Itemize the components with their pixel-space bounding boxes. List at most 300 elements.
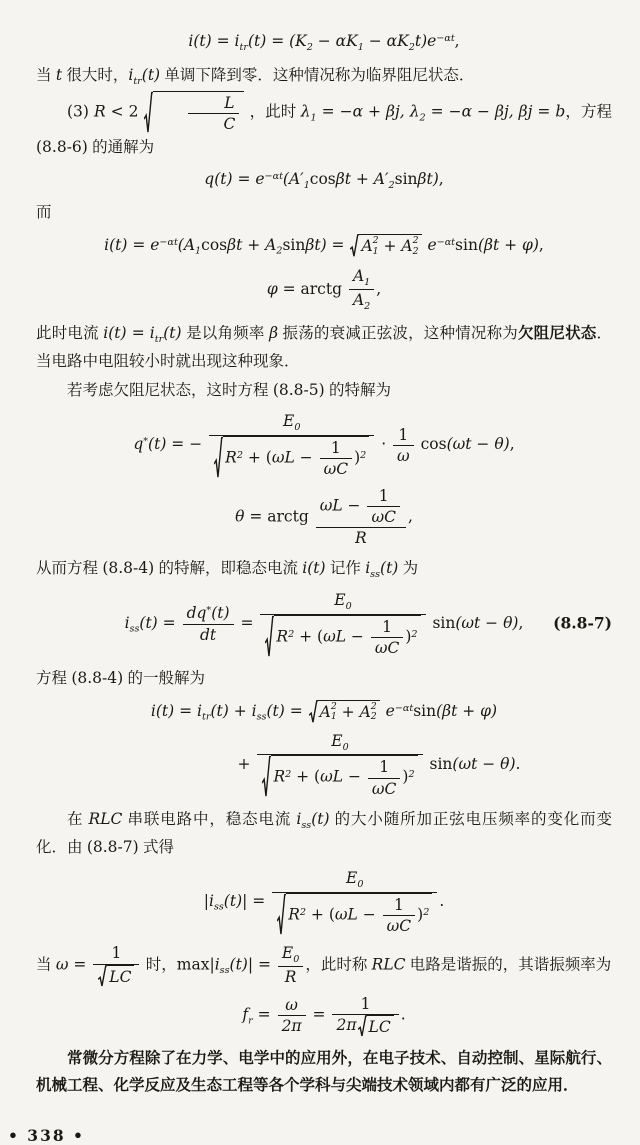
text-run: 很大时，: [62, 66, 129, 84]
subscript: 1: [310, 112, 317, 124]
text-run: =: [252, 1006, 276, 1025]
text-run: (t): [163, 324, 182, 343]
text-run: 的特解，即稳态电流: [154, 560, 303, 578]
stack-superscript: 2: [330, 700, 337, 712]
equation-transient-current-critical: [36, 31, 612, 55]
square-root: [144, 91, 244, 134]
subscript: ss: [370, 569, 381, 581]
text-run: E: [281, 943, 294, 962]
fraction-denominator: [209, 435, 374, 479]
equation-general-solution-q: [36, 169, 612, 193]
text-run: βt + A′: [335, 169, 389, 188]
text-run: (t): [311, 809, 330, 828]
text-run: i: [124, 614, 130, 633]
sub-sup-stack: [371, 702, 377, 723]
text-run: − αK: [312, 32, 358, 50]
text-run: ωL −: [334, 905, 381, 924]
text-run: 当: [36, 66, 56, 84]
fraction: [368, 757, 401, 798]
superscript: 2: [423, 906, 430, 918]
text-run: .: [439, 892, 445, 911]
text-run: 串联电路中，稳态电流: [122, 810, 297, 828]
text-run: i(t): [302, 559, 326, 578]
fraction-numerator: [371, 617, 404, 637]
text-run: 1: [393, 895, 404, 914]
text-run: = −α + βj, λ: [316, 102, 420, 121]
subscript: tr: [154, 334, 164, 346]
text-run: ωL −: [323, 627, 369, 646]
text-run: (t): [223, 892, 243, 911]
superscript: −αt: [159, 236, 178, 248]
text-run: R: [284, 968, 297, 987]
fraction-denominator: [349, 289, 374, 313]
text-run: R: [93, 102, 106, 121]
text-run: C: [223, 114, 236, 133]
radicand: [271, 755, 417, 798]
paragraph-particular-solution-intro: [36, 377, 612, 405]
text-run: (t): [380, 559, 399, 578]
superscript: 2: [299, 906, 306, 918]
text-run: ωC: [374, 638, 400, 657]
fraction-numerator: [316, 486, 406, 527]
text-run: ωL −: [271, 448, 318, 467]
text-run: ，方程: [565, 103, 612, 121]
text-run: (t): [141, 65, 161, 84]
superscript: 2: [285, 769, 292, 781]
stack-subscript: 2: [412, 245, 419, 257]
text-run: ，此时称: [305, 956, 372, 974]
subscript: 1: [195, 245, 202, 257]
text-run: cos: [309, 169, 336, 188]
square-root: [214, 436, 369, 479]
text-run: 欠阻尼: [517, 325, 566, 343]
fraction-denominator: [93, 964, 139, 987]
paragraph-resonance: [36, 943, 612, 987]
equation-phase-phi: [36, 266, 612, 314]
text-run: t: [55, 65, 63, 84]
fraction: [278, 995, 306, 1036]
subscript: ss: [213, 901, 224, 913]
sub-sup-base: [320, 702, 337, 723]
radicand: [153, 91, 244, 134]
text-run: i: [296, 809, 302, 828]
text-run: LC: [109, 967, 132, 986]
subscript: 0: [357, 879, 364, 891]
text-run: dt: [199, 625, 217, 644]
text-run: βt): [417, 169, 439, 188]
equation-resonant-frequency: [36, 994, 612, 1037]
text-run: t)e: [414, 32, 437, 50]
text-run: i(t) = i: [103, 324, 155, 343]
text-run: sin: [394, 169, 418, 188]
text-run: ,: [538, 235, 544, 254]
text-run: q: [133, 435, 144, 454]
text-run: (t) =: [266, 701, 308, 720]
text-run: + (: [291, 768, 321, 787]
square-root: [265, 615, 420, 658]
radical-sign-icon: [350, 234, 359, 257]
paragraph-steady-state-intro: [36, 555, 612, 583]
fraction-denominator: [272, 892, 437, 936]
subscript: 0: [293, 953, 300, 965]
text-run: |: [203, 892, 209, 911]
text-run: 在: [67, 810, 89, 828]
text-run: ): [405, 627, 412, 646]
text-run: +: [336, 702, 360, 721]
text-run: 1: [398, 425, 409, 444]
text-run: E: [346, 869, 358, 888]
text-run: 常微分方程除了在力学、电学中的应用外，在电子技术、自动控制、星际航行、机械工程、化学反应及生态工程等各个学科与尖端技术领域内都有广泛的应用．: [36, 1049, 612, 1095]
text-run: (t): [229, 955, 248, 974]
text-run: .: [400, 1006, 406, 1025]
text-run: < 2: [105, 102, 144, 121]
fraction-numerator: [260, 590, 425, 613]
text-run: 振荡的衰减正弦波，这种情况称为: [278, 325, 518, 343]
subscript: tr: [239, 41, 248, 53]
fraction: [188, 93, 239, 134]
equation-steady-state-current: [36, 590, 612, 658]
text-run: 从而方程: [36, 560, 103, 578]
text-run: 式得: [138, 838, 174, 856]
text-run: | =: [247, 955, 276, 974]
text-run: 当: [36, 956, 56, 974]
text-run: ω: [397, 446, 410, 465]
text-run: e: [380, 701, 395, 720]
text-run: (ωt − θ): [455, 614, 519, 633]
stack-superscript: 2: [370, 700, 377, 712]
radical-sign-icon: [265, 615, 274, 658]
fraction: [383, 895, 416, 936]
superscript: 2: [236, 449, 243, 461]
fraction-numerator: [93, 943, 139, 963]
base-symbol: A: [401, 237, 413, 256]
text-run: ωL −: [319, 496, 366, 515]
fraction-denominator: [367, 506, 400, 527]
fraction-denominator: [278, 1015, 306, 1036]
text-run: RLC: [88, 809, 123, 828]
fraction-numerator: [367, 486, 400, 506]
radicand: [274, 615, 420, 658]
equation-general-current-line1: [36, 700, 612, 725]
text-run: 的特解为: [324, 381, 391, 399]
stack-superscript: 2: [412, 235, 419, 246]
equation-q-star: [36, 411, 612, 479]
text-run: dq: [186, 604, 207, 623]
subscript: 0: [342, 741, 349, 753]
text-run: LC: [368, 1018, 391, 1037]
radicand: [107, 965, 134, 987]
text-run: φ =: [266, 279, 301, 298]
subscript: 2: [388, 179, 395, 191]
text-run: ω =: [55, 955, 92, 974]
stack-superscript: 2: [372, 235, 379, 246]
text-run: (t): [211, 604, 230, 623]
text-run: sin: [413, 701, 437, 720]
square-root: [277, 893, 432, 936]
text-run: 若考虑欠阻尼状态，这时方程: [67, 381, 273, 399]
text-run: 2π: [281, 1017, 302, 1036]
text-run: (A: [177, 235, 196, 254]
text-run: A: [352, 290, 365, 309]
text-run: (βt + φ): [436, 701, 498, 720]
superscript: −αt: [394, 702, 414, 714]
superscript: −αt: [436, 236, 456, 248]
text-run: 此时电流: [36, 325, 104, 343]
text-run: ω: [285, 996, 298, 1015]
text-run: ，此时: [245, 103, 301, 121]
text-run: sin: [282, 235, 306, 254]
text-run: 1: [382, 617, 393, 636]
subscript: ss: [301, 819, 312, 831]
fraction: [367, 486, 400, 527]
text-run: E: [331, 732, 343, 751]
subscript: 2: [419, 112, 426, 124]
radical-sign-icon: [214, 436, 223, 479]
subscript: ss: [256, 711, 267, 723]
fraction: [183, 603, 234, 644]
text-run: i: [208, 892, 214, 911]
radicand: [367, 1015, 394, 1037]
text-run: 1: [111, 944, 122, 963]
equation-current-underdamped: [36, 234, 612, 259]
text-run: | =: [242, 892, 271, 911]
fraction: [209, 411, 374, 479]
fraction: [371, 617, 404, 658]
fraction: [93, 943, 139, 986]
subscript: tr: [133, 75, 142, 87]
fraction-denominator: [332, 1014, 398, 1037]
text-run: i(t) = i: [150, 701, 202, 720]
fraction-denominator: [278, 966, 303, 987]
text-run: 1: [378, 486, 389, 505]
text-run: =: [235, 614, 259, 633]
text-run: RLC: [371, 955, 406, 974]
fraction-numerator: [278, 995, 306, 1015]
subscript: 2: [276, 245, 283, 257]
superscript: −αt: [436, 33, 455, 45]
text-run: E: [334, 591, 346, 610]
text-run: 2π: [336, 1016, 357, 1035]
fraction: [332, 994, 398, 1037]
equation-amplitude: [36, 868, 612, 936]
subscript: ss: [129, 624, 140, 636]
text-run: (t) =: [139, 614, 181, 633]
text-run: arctg: [267, 507, 314, 526]
paragraph-applications: [36, 1045, 612, 1100]
text-run: (8.8-7): [86, 837, 139, 856]
text-run: 电路是谐振的，其谐振频率为: [405, 956, 612, 974]
fraction-denominator: [393, 445, 414, 466]
text-run: cos: [201, 235, 228, 254]
radicand: [359, 234, 421, 257]
text-run: i(t) = e: [104, 235, 160, 254]
fraction-denominator: [188, 113, 239, 134]
equation-general-current-line2: [36, 731, 612, 799]
text-run: 1: [330, 438, 341, 457]
text-run: (8.8-5): [272, 380, 325, 399]
fraction: [272, 868, 437, 936]
square-root: [262, 755, 417, 798]
fraction-numerator: [368, 757, 401, 777]
text-run: ,: [454, 32, 460, 50]
paragraph-general-solution-intro: [36, 665, 612, 693]
fraction-denominator: [260, 614, 425, 658]
page-number: • 338 •: [8, 1125, 85, 1145]
text-run: (8.8-6): [36, 138, 88, 157]
base-symbol: A: [359, 702, 371, 721]
text-run: 时，: [141, 956, 177, 974]
square-root: [98, 965, 134, 987]
fraction-denominator: [183, 624, 234, 645]
fraction-numerator: [272, 868, 437, 891]
text-run: (t) = −: [148, 435, 208, 454]
text-run: 1: [360, 995, 371, 1014]
text-run: + (: [242, 448, 272, 467]
text-run: ): [417, 905, 424, 924]
text-run: ,: [438, 169, 444, 188]
stack-subscript: 2: [370, 711, 377, 723]
square-root: [358, 1015, 394, 1037]
radicand: [223, 436, 369, 479]
sub-sup-stack: [413, 236, 419, 257]
fraction-denominator: [316, 527, 406, 548]
text-run: R: [276, 627, 289, 646]
text-run: |: [209, 955, 215, 974]
text-run: R: [225, 448, 237, 467]
text-run: βt) =: [305, 235, 350, 254]
text-run: A: [352, 266, 365, 285]
text-run: 状态: [565, 325, 597, 343]
subscript: r: [248, 1015, 253, 1027]
text-run: ωC: [371, 508, 396, 527]
subscript: 1: [357, 41, 364, 53]
fraction: [316, 486, 406, 548]
text-run: 而: [36, 204, 52, 222]
text-run: (t) + i: [210, 701, 257, 720]
text-run: + (: [294, 627, 324, 646]
fraction-numerator: [183, 603, 234, 623]
text-run: ωC: [371, 779, 397, 798]
text-run: 是以角频率: [181, 325, 270, 343]
fraction-numerator: [257, 731, 422, 754]
radical-sign-icon: [262, 755, 271, 798]
paragraph-underdamped-description: [36, 320, 612, 376]
text-run: +: [237, 754, 256, 773]
sub-sup-base: [361, 236, 378, 257]
paragraph-rlc-series: [36, 806, 612, 862]
text-run: 的一般解为: [123, 669, 205, 687]
fraction: [278, 943, 303, 987]
text-run: ωL −: [320, 768, 366, 787]
superscript: 2: [408, 769, 415, 781]
text-run: 记作: [325, 560, 366, 578]
text-run: θ =: [235, 507, 268, 526]
text-run: R: [288, 905, 300, 924]
equation-theta: [36, 486, 612, 548]
square-root: [309, 700, 380, 723]
text-run: (3): [67, 102, 94, 121]
fraction-denominator: [371, 637, 404, 658]
equation-number: (8.8-7): [553, 613, 612, 633]
superscript: *: [143, 436, 149, 448]
subscript: tr: [202, 711, 211, 723]
fraction-denominator: [383, 915, 416, 936]
text-run: =: [307, 1006, 331, 1025]
text-run: R: [273, 768, 286, 787]
text-run: β: [269, 324, 279, 343]
fraction-numerator: [188, 93, 239, 113]
text-run: ．当电路中电阻较小时就出现这种现象．: [36, 325, 612, 371]
subscript: ss: [219, 965, 230, 976]
fraction: [260, 590, 425, 658]
fraction: [320, 438, 353, 479]
text-run: ·: [376, 435, 392, 454]
text-run: 的通解为: [87, 139, 155, 157]
subscript: 0: [345, 601, 352, 613]
text-run: ): [402, 768, 409, 787]
text-run: E: [282, 412, 295, 431]
text-run: λ: [300, 102, 311, 121]
text-run: 单调下降到零．这种情况称为临界阻尼状态．: [160, 66, 475, 84]
text-run: ωC: [386, 916, 412, 935]
superscript: −αt: [264, 170, 283, 182]
radical-sign-icon: [277, 893, 286, 936]
subscript: 1: [303, 179, 310, 191]
paragraph-case3-underdamped: [36, 91, 612, 162]
text-run: 方程: [36, 669, 72, 687]
text-run: 为: [398, 560, 419, 578]
text-run: 1: [379, 758, 390, 777]
text-run: ,: [376, 279, 382, 298]
base-symbol: A: [361, 237, 373, 256]
stack-subscript: 1: [372, 245, 379, 257]
superscript: 2: [288, 628, 295, 640]
square-root: [350, 234, 421, 257]
fraction-numerator: [332, 994, 398, 1014]
fraction: [393, 425, 414, 466]
fraction-denominator: [257, 754, 422, 798]
text-run: ): [354, 448, 361, 467]
text-run: ,: [407, 507, 413, 526]
fraction-denominator: [320, 458, 353, 479]
text-run: e: [422, 235, 437, 254]
text-run: i: [365, 559, 371, 578]
text-run: q(t) = e: [204, 169, 265, 188]
text-run: max: [176, 955, 210, 974]
fraction-denominator: [368, 778, 401, 799]
text-run: βt + A: [227, 235, 277, 254]
text-run: cos: [415, 435, 447, 454]
text-run: ,: [518, 614, 524, 633]
subscript: 2: [364, 300, 371, 312]
fraction-numerator: [209, 411, 374, 434]
subscript: 2: [306, 41, 313, 53]
subscript: 1: [364, 276, 371, 288]
text-run: (βt + φ): [477, 235, 539, 254]
fraction-numerator: [393, 425, 414, 445]
radical-sign-icon: [358, 1015, 367, 1037]
superscript: 2: [411, 628, 418, 640]
radicand: [318, 700, 380, 723]
text-run: L: [224, 93, 235, 112]
paragraph-critical-damping: [36, 62, 612, 90]
fraction-numerator: [349, 266, 374, 289]
text-run: R: [354, 529, 367, 548]
text-run: (A′: [282, 169, 304, 188]
text-run: ωC: [323, 459, 349, 478]
stack-subscript: 1: [330, 711, 337, 723]
text-run: (ωt − θ): [452, 754, 516, 773]
